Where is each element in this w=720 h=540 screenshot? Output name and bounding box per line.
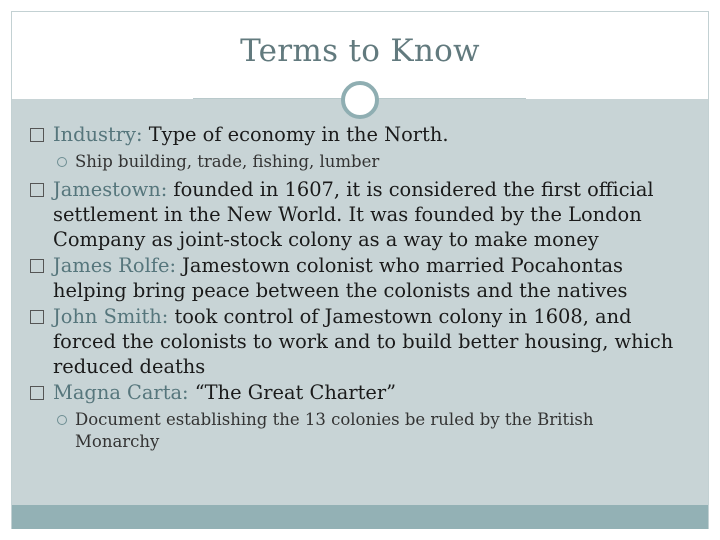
- term-label: Industry:: [53, 123, 143, 146]
- sub-bullet-text: Ship building, trade, fishing, lumber: [75, 152, 380, 171]
- term-definition: Type of economy in the North.: [142, 123, 449, 146]
- footer-bar: [12, 505, 708, 529]
- sub-bullet-item: [30, 151, 680, 173]
- bullet-item-jamestown: [30, 177, 680, 252]
- sub-bullet-item: [30, 409, 680, 453]
- square-bullet-icon: [30, 386, 44, 400]
- term-label: John Smith:: [53, 305, 169, 328]
- term-label: Jamestown:: [53, 178, 168, 201]
- term-definition: “The Great Charter”: [188, 381, 397, 404]
- circle-bullet-icon: [57, 157, 67, 167]
- term-definition: Jamestown colonist who married Pocahontas helping bring peace between the colonists and the natives: [53, 254, 628, 302]
- bullet-list: [30, 122, 680, 457]
- square-bullet-icon: [30, 128, 44, 142]
- square-bullet-icon: [30, 259, 44, 273]
- slide-title: Terms to Know: [240, 33, 480, 69]
- term-label: James Rolfe:: [53, 254, 176, 277]
- sub-bullet-text: Document establishing the 13 colonies be ruled by the British Monarchy: [75, 410, 594, 451]
- term-definition: took control of Jamestown colony in 1608, and forced the colonists to work and to build better housing, which reduced deaths: [53, 305, 674, 378]
- bullet-item-magna-carta: [30, 380, 680, 405]
- bullet-item-industry: [30, 122, 680, 147]
- ring-icon: [341, 81, 379, 119]
- square-bullet-icon: [30, 310, 44, 324]
- term-label: Magna Carta:: [53, 381, 189, 404]
- bullet-item-james-rolfe: [30, 253, 680, 303]
- circle-bullet-icon: [57, 415, 67, 425]
- term-definition: founded in 1607, it is considered the first official settlement in the New World. It was founded by the London Company as joint-stock colony as a way to make money: [53, 178, 654, 251]
- bullet-item-john-smith: [30, 304, 680, 379]
- square-bullet-icon: [30, 183, 44, 197]
